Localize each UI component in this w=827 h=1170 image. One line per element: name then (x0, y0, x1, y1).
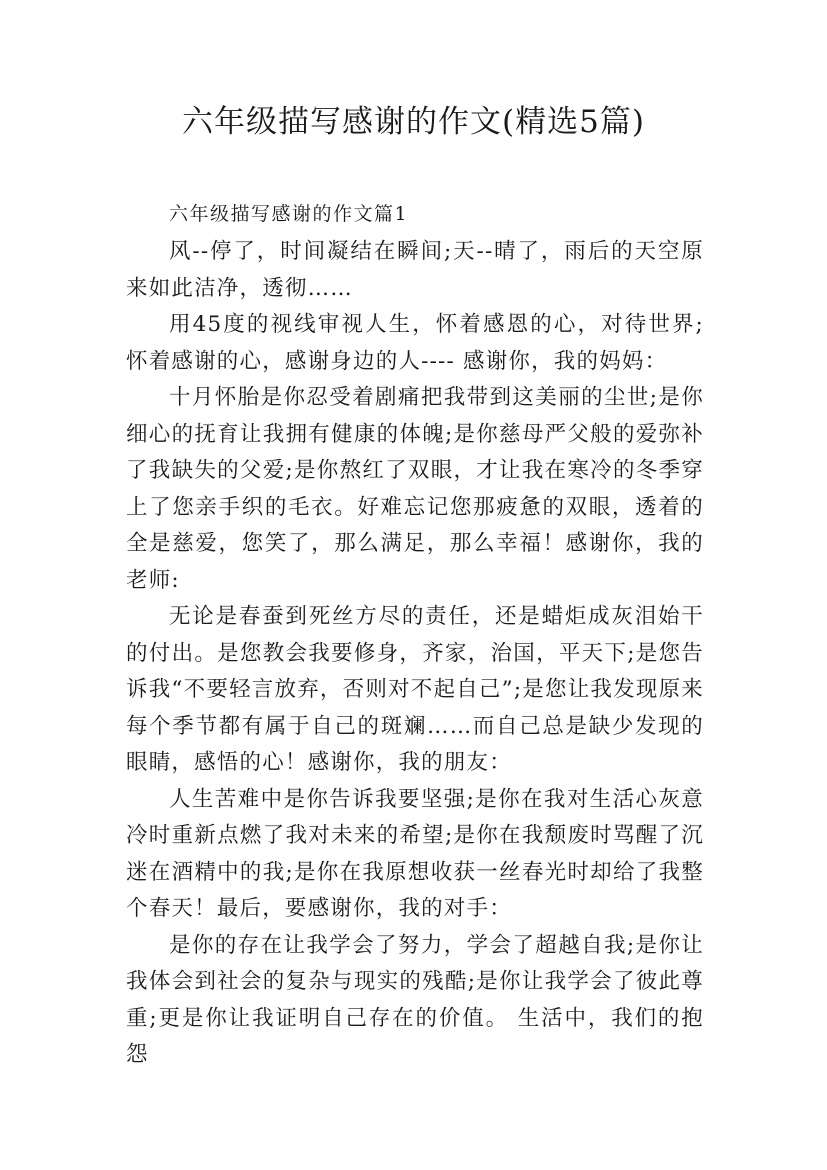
document-body (126, 196, 704, 1074)
section-heading: 六年级描写感谢的作文篇1 (169, 203, 409, 225)
paragraph-4: 无论是春蚕到死丝方尽的责任，还是蜡炬成灰泪始干的付出。是您教会我要修身，齐家，治国，平天下;是您告诉我“不要轻言放弃，否则对不起自己”;是您让我发现原来每个季节都有属于自己的斑斓……而自己总是缺少发现的眼睛，感悟的心！感谢你，我的朋友： (126, 604, 704, 775)
paragraph-6: 是你的存在让我学会了努力，学会了超越自我;是你让我体会到社会的复杂与现实的残酷;是你让我学会了彼此尊重;更是你让我证明自己存在的价值。 生活中，我们的抱怨 (126, 932, 704, 1067)
paragraph-1: 风--停了，时间凝结在瞬间;天--晴了，雨后的天空原来如此洁净，透彻…… (126, 239, 704, 301)
paragraph-3: 十月怀胎是你忍受着剧痛把我带到这美丽的尘世;是你细心的抚育让我拥有健康的体魄;是你慈母严父般的爱弥补了我缺失的父爱;是你熬红了双眼，才让我在寒冷的冬季穿上了您亲手织的毛衣。好难忘记您那疲惫的双眼，透着的全是慈爱，您笑了，那么满足，那么幸福！感谢你，我的老师: (126, 385, 704, 593)
paragraph-5: 人生苦难中是你告诉我要坚强;是你在我对生活心灰意冷时重新点燃了我对未来的希望;是你在我颓废时骂醒了沉迷在酒精中的我;是你在我原想收获一丝春光时却给了我整个春天！最后，要感谢你，我的对手： (126, 786, 704, 921)
document-title: 六年级描写感谢的作文(精选5篇) (182, 104, 645, 140)
paragraph-2: 用45度的视线审视人生，怀着感恩的心，对待世界;怀着感谢的心，感谢身边的人---- 感谢你，我的妈妈： (126, 312, 704, 374)
